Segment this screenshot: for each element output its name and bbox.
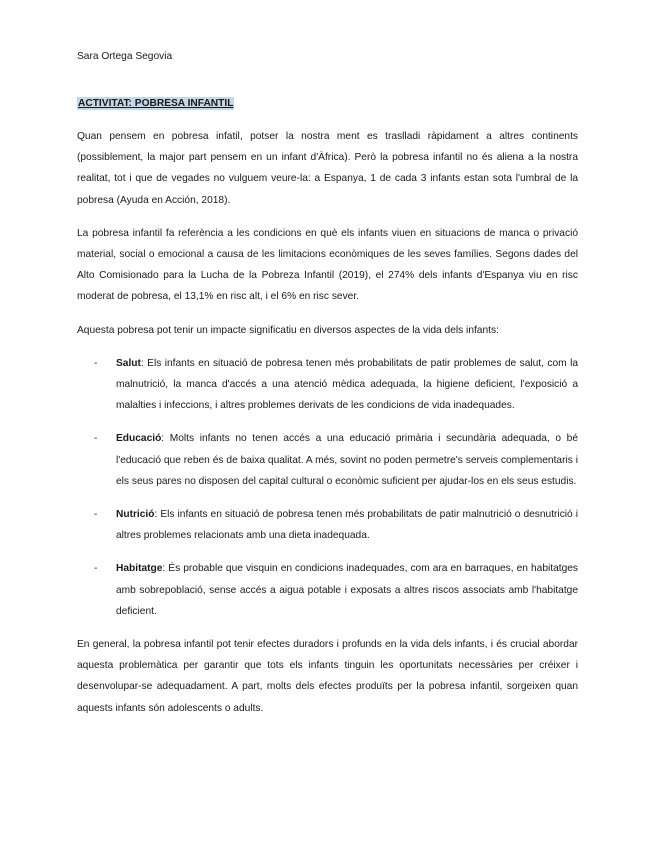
conclusion-paragraph: En general, la pobresa infantil pot tenir efectes duradors i profunds en la vida dels infants, i és crucial abordar aquesta problemàtica per garantir que tots els infants tinguin les oportunitats necessàries per créixer i desenvolupar-se adequadament. A part, molts dels efectes produïts per la pobresa infantil, sorgeixen quan aquests infants són adolescents o adults.	[77, 639, 578, 714]
list-item-text: : És probable que visquin en condicions inadequades, com ara en barraques, en habitatges amb sobrepoblació, sense accés a aigua potable i exposats a altres riscos associats amb l'habitatge deficient.	[116, 563, 578, 617]
bullet-marker: -	[94, 509, 98, 521]
list-item-text: : Molts infants no tenen accés a una educació primària i secundària adequada, o bé l'educació que reben és de baixa qualitat. A més, sovint no poden permetre's serveis complementaris i els seus pares no disposen del capital cultural o econòmic suficient per ajudar-los en els seus estudis.	[116, 433, 578, 487]
list-item-term: Nutrició	[116, 509, 155, 521]
document-title: ACTIVITAT: POBRESA INFANTIL	[78, 98, 234, 109]
bullet-marker: -	[94, 563, 98, 575]
list-item-nutricio	[77, 504, 578, 546]
author-name: Sara Ortega Segovia	[77, 51, 173, 62]
list-item-term: Habitatge	[116, 563, 163, 575]
list-item-term: Educació	[116, 433, 162, 445]
list-item-salut	[77, 353, 578, 417]
bullet-marker: -	[94, 357, 98, 369]
list-item-text: : Els infants en situació de pobresa tenen més probabilitats de patir malnutrició o desnutrició i altres problemes relacionats amb una dieta inadequada.	[116, 509, 578, 542]
bullet-marker: -	[94, 433, 98, 445]
list-item-text: : Els infants en situació de pobresa tenen més probabilitats de patir problemes de salut, com la malnutrició, la manca d'accés a una atenció mèdica adequada, la higiene deficient, l'exposició a malalties i infeccions, i altres problemes derivats de les condicions de vida inadequades.	[116, 357, 578, 412]
list-item-educacio	[77, 428, 578, 492]
list-item-term: Salut	[116, 357, 141, 369]
intro-paragraph-1: Quan pensem en pobresa infatil, potser la nostra ment es traslladi ràpidament a altres continents (possiblement, la major part pensem en un infant d'Àfrica). Però la pobresa infantil no és aliena a la nostra realitat, tot i que de vegades no vulguem veure-la: a Espanya, 1 de cada 3 infants estan sota l'umbral de la pobresa (Ayuda en Acción, 2018).	[77, 131, 578, 206]
intro-paragraph-2: La pobresa infantil fa referència a les condicions en què els infants viuen en situacions de manca o privació material, social o emocional a causa de les limitacions econòmiques de les seves famílies. Segons dades del Alto Comisionado para la Lucha de la Pobreza Infantil (2019), el 274% dels infants d'Espanya viu en risc moderat de pobresa, el 13,1% en risc alt, i el 6% en risc sever.	[77, 227, 578, 303]
intro-paragraph-3: Aquesta pobresa pot tenir un impacte significatiu en diversos aspectes de la vida dels infants:	[77, 324, 499, 336]
list-item-habitatge	[77, 558, 578, 622]
impact-list	[77, 353, 578, 622]
